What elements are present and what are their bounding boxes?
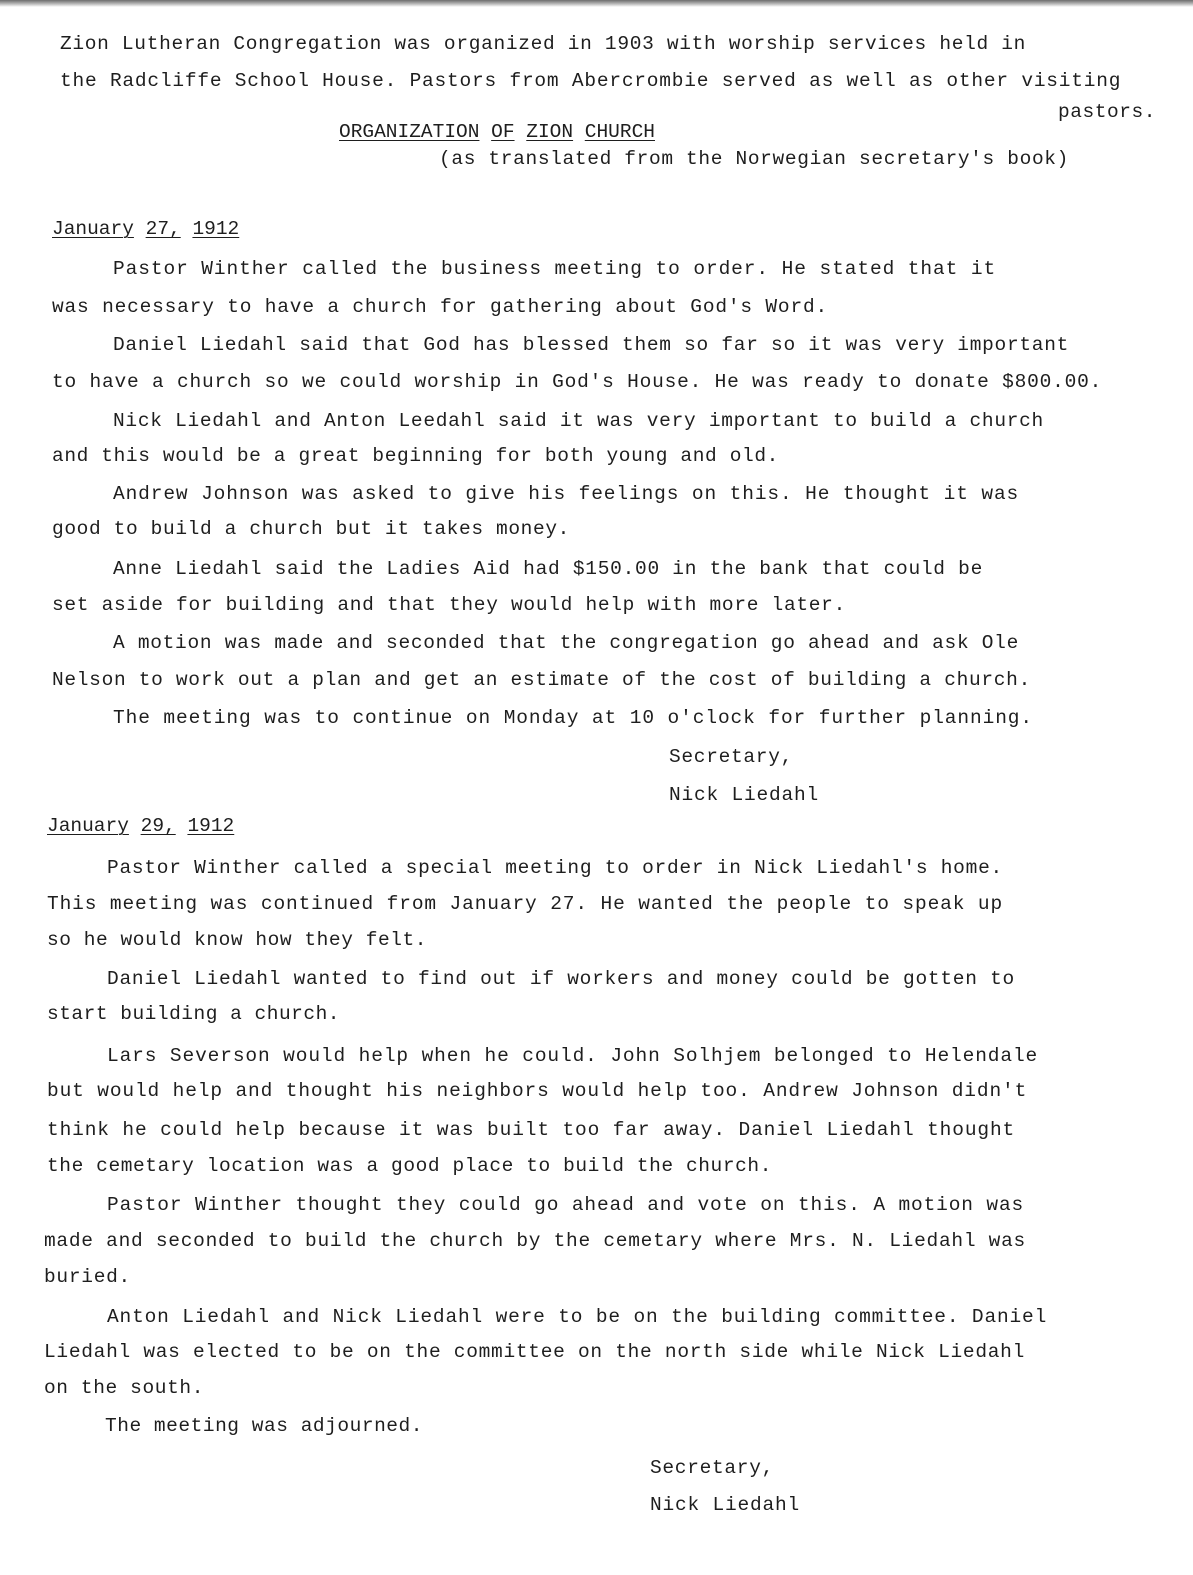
entry1-signature-name: Nick Liedahl <box>669 784 819 806</box>
entry1-line-6: and this would be a great beginning for both young and old. <box>52 445 779 467</box>
entry1-line-2: was necessary to have a church for gathering about God's Word. <box>52 296 828 318</box>
intro-line-2: the Radcliffe School House. Pastors from Abercrombie served as well as other visiting <box>60 70 1122 92</box>
entry2-line-13: Anton Liedahl and Nick Liedahl were to be on the building committee. Daniel <box>107 1306 1048 1328</box>
entry2-line-1: Pastor Winther called a special meeting to order in Nick Liedahl's home. <box>107 857 1003 879</box>
entry2-line-11: made and seconded to build the church by the cemetary where Mrs. N. Liedahl was <box>44 1230 1026 1252</box>
entry2-line-2: This meeting was continued from January 27. He wanted the people to speak up <box>47 893 1004 915</box>
entry1-line-4: to have a church so we could worship in God's House. He was ready to donate $800.00. <box>52 371 1103 393</box>
entry2-line-12: buried. <box>44 1266 131 1288</box>
entry2-line-10: Pastor Winther thought they could go ahead and vote on this. A motion was <box>107 1194 1025 1216</box>
entry1-line-5: Nick Liedahl and Anton Leedahl said it was very important to build a church <box>113 410 1044 432</box>
entry2-line-14: Liedahl was elected to be on the committee on the north side while Nick Liedahl <box>44 1341 1026 1363</box>
document-title <box>339 120 655 144</box>
entry1-line-7: Andrew Johnson was asked to give his feelings on this. He thought it was <box>113 483 1020 505</box>
entry1-date-day: 27, <box>145 218 181 240</box>
entry1-line-13: The meeting was to continue on Monday at 10 o'clock for further planning. <box>113 707 1034 729</box>
entry1-line-11: A motion was made and seconded that the congregation go ahead and ask Ole <box>113 632 1019 654</box>
entry1-signature-title: Secretary, <box>669 746 793 768</box>
entry2-date-year: 1912 <box>187 815 235 837</box>
entry1-line-10: set aside for building and that they would help with more later. <box>52 594 846 616</box>
entry2-line-5: start building a church. <box>47 1003 340 1025</box>
entry1-date-year: 1912 <box>192 218 240 240</box>
entry1-date-month: January <box>52 218 134 240</box>
entry1-line-1: Pastor Winther called the business meeting to order. He stated that it <box>113 258 997 280</box>
intro-line-3: pastors. <box>1058 101 1156 123</box>
entry2-line-3: so he would know how they felt. <box>47 929 427 951</box>
document-subtitle: (as translated from the Norwegian secretary's book) <box>439 148 1069 170</box>
scan-edge <box>0 0 1193 7</box>
entry2-line-4: Daniel Liedahl wanted to find out if workers and money could be gotten to <box>107 968 1015 990</box>
entry2-line-15: on the south. <box>44 1377 205 1399</box>
entry2-date-day: 29, <box>140 815 176 837</box>
entry1-line-3: Daniel Liedahl said that God has blessed them so far so it was very important <box>113 334 1070 356</box>
entry1-line-12: Nelson to work out a plan and get an estimate of the cost of building a church. <box>52 669 1031 691</box>
entry2-line-8: think he could help because it was built too far away. Daniel Liedahl thought <box>47 1119 1016 1141</box>
entry2-date <box>47 814 234 838</box>
entry2-signature-name: Nick Liedahl <box>650 1494 800 1516</box>
intro-line-1: Zion Lutheran Congregation was organized in 1903 with worship services held in <box>60 33 1027 55</box>
title-word-of: OF <box>491 121 515 143</box>
entry2-date-month: January <box>47 815 129 837</box>
entry2-signature-title: Secretary, <box>650 1457 774 1479</box>
title-word-church: CHURCH <box>584 121 655 143</box>
entry2-line-9: the cemetary location was a good place to build the church. <box>47 1155 772 1177</box>
title-word-organization: ORGANIZATION <box>339 121 480 143</box>
entry1-date <box>52 217 239 241</box>
entry1-line-8: good to build a church but it takes money. <box>52 518 570 540</box>
entry1-line-9: Anne Liedahl said the Ladies Aid had $150.00 in the bank that could be <box>113 558 984 580</box>
entry2-line-6: Lars Severson would help when he could. John Solhjem belonged to Helendale <box>107 1045 1039 1067</box>
entry2-line-7: but would help and thought his neighbors would help too. Andrew Johnson didn't <box>47 1080 1028 1102</box>
entry2-line-16: The meeting was adjourned. <box>105 1415 424 1437</box>
title-word-zion: ZION <box>526 121 574 143</box>
